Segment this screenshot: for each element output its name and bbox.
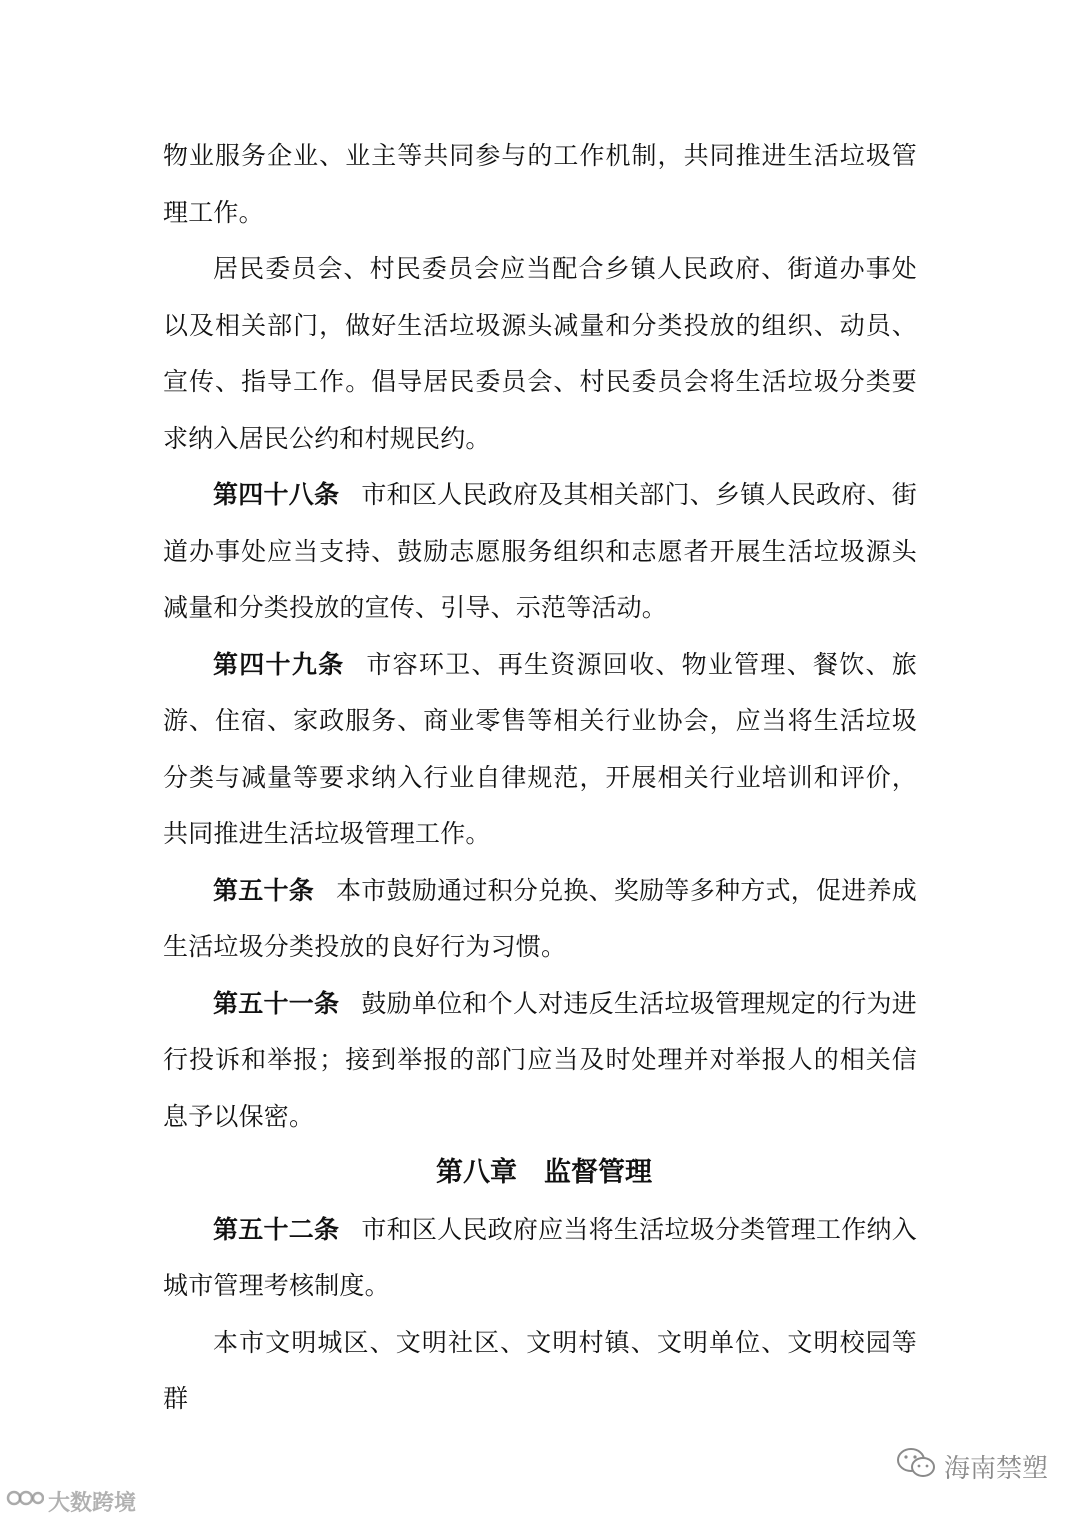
- paragraph-1: 物业服务企业、业主等共同参与的工作机制，共同推进生活垃圾管理工作。: [163, 141, 917, 227]
- watermark-right-text: 海南禁塑: [943, 1454, 1048, 1484]
- article-49: [163, 637, 917, 863]
- article-51: [163, 976, 917, 1146]
- article-text: 市和区人民政府及其相关部门、乡镇人民政府、街道办事处应当支持、鼓励志愿服务组织和志愿者开展生活垃圾源头减量和分类投放的宣传、引导、示范等活动。: [163, 480, 917, 622]
- watermark-left: [6, 1485, 136, 1517]
- paragraph-2: 居民委员会、村民委员会应当配合乡镇人民政府、街道办事处以及相关部门，做好生活垃圾源头减量和分类投放的组织、动员、宣传、指导工作。倡导居民委员会、村民委员会将生活垃圾分类要求纳入居民公约和村规民约。: [163, 254, 917, 453]
- chapter-heading: 第八章 监督管理: [436, 1157, 652, 1188]
- article-number: 第四十八条: [213, 480, 340, 509]
- article-52: [163, 1202, 917, 1315]
- logo-icon: [6, 1485, 44, 1517]
- article-number: 第四十九条: [213, 649, 345, 679]
- article-number: 第五十二条: [213, 1214, 340, 1244]
- article-text: 市容环卫、再生资源回收、物业管理、餐饮、旅游、住宿、家政服务、商业零售等相关行业协会，应当将生活垃圾分类与减量等要求纳入行业自律规范，开展相关行业培训和评价，共同推进生活垃圾管理工作。: [163, 649, 917, 848]
- watermark-left-text: 大数跨境: [48, 1490, 137, 1516]
- wechat-icon: [896, 1446, 936, 1487]
- watermark-right: [896, 1446, 1048, 1487]
- article-text: 市和区人民政府应当将生活垃圾分类管理工作纳入城市管理考核制度。: [163, 1214, 917, 1300]
- article-text: 本市鼓励通过积分兑换、奖励等多种方式，促进养成生活垃圾分类投放的良好行为习惯。: [163, 875, 917, 961]
- article-48: [163, 467, 917, 637]
- article-50: [163, 863, 917, 976]
- article-number: 第五十一条: [213, 988, 340, 1018]
- paragraph-last: 本市文明城区、文明社区、文明村镇、文明单位、文明校园等群: [163, 1327, 917, 1413]
- document-page: [163, 128, 917, 1428]
- article-text: 鼓励单位和个人对违反生活垃圾管理规定的行为进行投诉和举报；接到举报的部门应当及时处理并对举报人的相关信息予以保密。: [163, 988, 917, 1131]
- article-number: 第五十条: [213, 875, 315, 905]
